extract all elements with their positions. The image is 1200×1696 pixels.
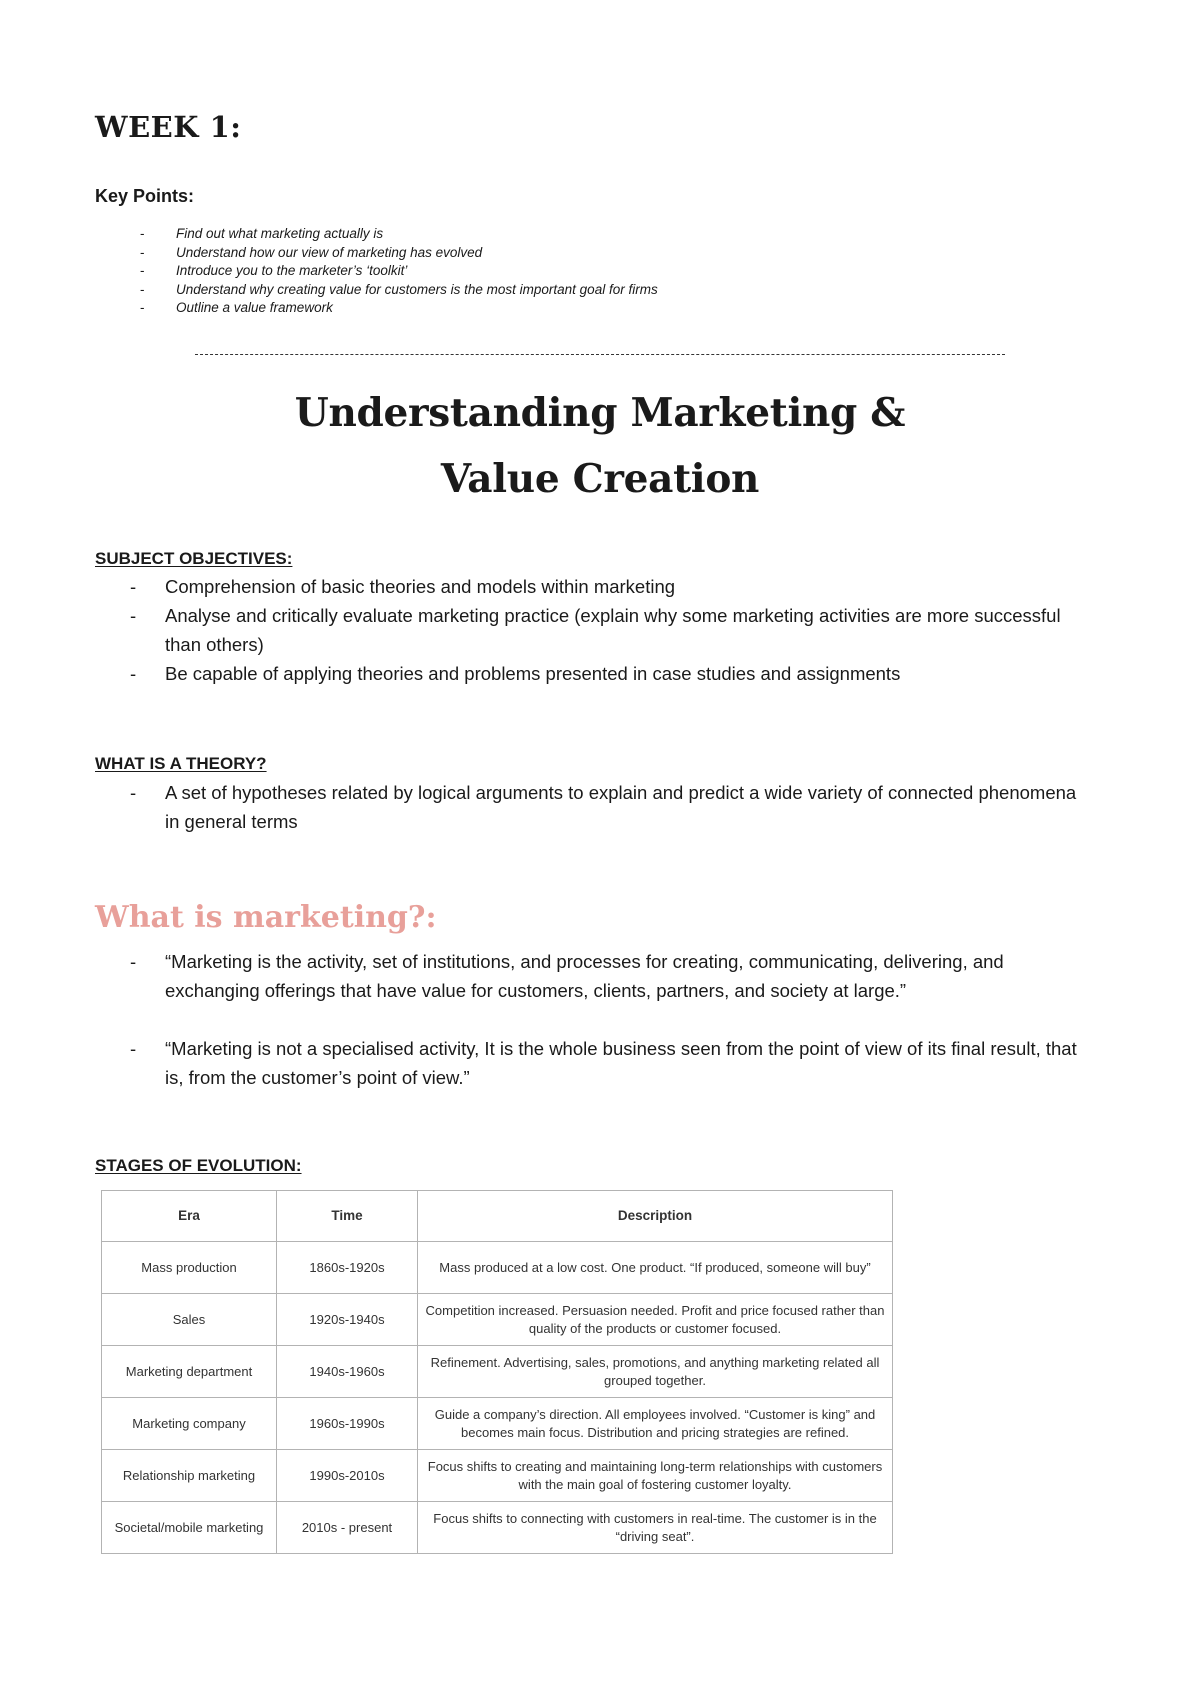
table-header-row xyxy=(102,1191,893,1242)
key-point-text: Outline a value framework xyxy=(176,300,333,315)
era-cell: Marketing department xyxy=(102,1346,277,1398)
dashed-divider xyxy=(195,354,1005,355)
list-item xyxy=(130,659,1090,688)
bullet-dash: - xyxy=(140,300,145,315)
time-cell: 1940s-1960s xyxy=(277,1346,418,1398)
time-cell: 1960s-1990s xyxy=(277,1398,418,1450)
list-item xyxy=(130,1034,1090,1092)
theory-text: A set of hypotheses related by logical arguments to explain and predict a wide variety of connected phenomena in general terms xyxy=(165,782,1077,832)
key-point-text: Understand how our view of marketing has evolved xyxy=(176,244,483,260)
stages-heading: STAGES OF EVOLUTION: xyxy=(95,1156,302,1175)
description-cell: Guide a company’s direction. All employees involved. “Customer is king” and becomes main focus. Distribution and pricing strategies are refined. xyxy=(418,1398,893,1450)
time-cell: 1860s-1920s xyxy=(277,1242,418,1294)
marketing-definitions-list xyxy=(130,947,1090,1092)
objective-text: Comprehension of basic theories and models within marketing xyxy=(165,576,676,597)
page-title-line-2: Value Creation xyxy=(440,456,760,502)
theory-heading: WHAT IS A THEORY? xyxy=(95,754,267,773)
time-cell: 2010s - present xyxy=(277,1502,418,1554)
list-item xyxy=(140,244,658,263)
bullet-dash: - xyxy=(130,663,137,684)
list-item xyxy=(140,225,658,244)
subject-objectives-list xyxy=(130,572,1090,688)
list-item xyxy=(140,262,658,281)
table-row xyxy=(102,1294,893,1346)
objective-text: Analyse and critically evaluate marketing practice (explain why some marketing activities are more successful than others) xyxy=(165,605,1061,655)
column-header-era: Era xyxy=(102,1191,277,1242)
bullet-dash: - xyxy=(130,782,137,803)
description-cell: Competition increased. Persuasion needed. Profit and price focused rather than quality of the products or customer focused. xyxy=(418,1294,893,1346)
bullet-dash: - xyxy=(140,226,145,241)
key-point-text: Find out what marketing actually is xyxy=(176,226,384,241)
bullet-dash: - xyxy=(140,263,145,278)
definition-text: “Marketing is the activity, set of institutions, and processes for creating, communicating, delivering, and exchanging offerings that have value for customers, clients, partners, and society at large.” xyxy=(165,951,1004,1001)
bullet-dash: - xyxy=(140,244,145,260)
era-cell: Societal/mobile marketing xyxy=(102,1502,277,1554)
bullet-dash: - xyxy=(130,576,137,597)
bullet-dash: - xyxy=(130,1038,137,1059)
bullet-dash: - xyxy=(140,281,145,297)
description-cell: Focus shifts to connecting with customers in real-time. The customer is in the “driving seat”. xyxy=(418,1502,893,1554)
definition-text: “Marketing is not a specialised activity, It is the whole business seen from the point of view of its final result, that is, from the customer’s point of view.” xyxy=(165,1038,1077,1088)
page-title-line-1: Understanding Marketing & xyxy=(294,390,906,436)
bullet-dash: - xyxy=(130,605,137,626)
description-cell: Mass produced at a low cost. One product. “If produced, someone will buy” xyxy=(418,1242,893,1294)
time-cell: 1920s-1940s xyxy=(277,1294,418,1346)
key-point-text: Understand why creating value for customers is the most important goal for firms xyxy=(176,281,658,297)
bullet-dash: - xyxy=(130,951,137,972)
list-item xyxy=(130,778,1090,836)
list-item xyxy=(130,601,1090,659)
week-heading: WEEK 1: xyxy=(95,110,242,144)
theory-list xyxy=(130,778,1090,836)
era-cell: Marketing company xyxy=(102,1398,277,1450)
what-is-marketing-heading: What is marketing?: xyxy=(95,900,437,935)
column-header-time: Time xyxy=(277,1191,418,1242)
era-cell: Sales xyxy=(102,1294,277,1346)
table-row xyxy=(102,1242,893,1294)
list-item xyxy=(130,572,1090,601)
subject-objectives-heading: SUBJECT OBJECTIVES: xyxy=(95,549,293,568)
description-cell: Focus shifts to creating and maintaining long-term relationships with customers with the main goal of fostering customer loyalty. xyxy=(418,1450,893,1502)
table-row xyxy=(102,1398,893,1450)
table-row xyxy=(102,1346,893,1398)
key-points-heading: Key Points: xyxy=(95,186,195,206)
stages-table xyxy=(101,1190,893,1554)
list-item xyxy=(140,281,658,300)
time-cell: 1990s-2010s xyxy=(277,1450,418,1502)
objective-text: Be capable of applying theories and problems presented in case studies and assignments xyxy=(165,663,901,684)
era-cell: Relationship marketing xyxy=(102,1450,277,1502)
key-point-text: Introduce you to the marketer’s ‘toolkit’ xyxy=(176,263,408,278)
era-cell: Mass production xyxy=(102,1242,277,1294)
table-row xyxy=(102,1450,893,1502)
key-points-list xyxy=(140,225,658,318)
description-cell: Refinement. Advertising, sales, promotions, and anything marketing related all grouped together. xyxy=(418,1346,893,1398)
table-row xyxy=(102,1502,893,1554)
column-header-description: Description xyxy=(418,1191,893,1242)
list-item xyxy=(130,947,1090,1005)
list-item xyxy=(140,299,658,318)
